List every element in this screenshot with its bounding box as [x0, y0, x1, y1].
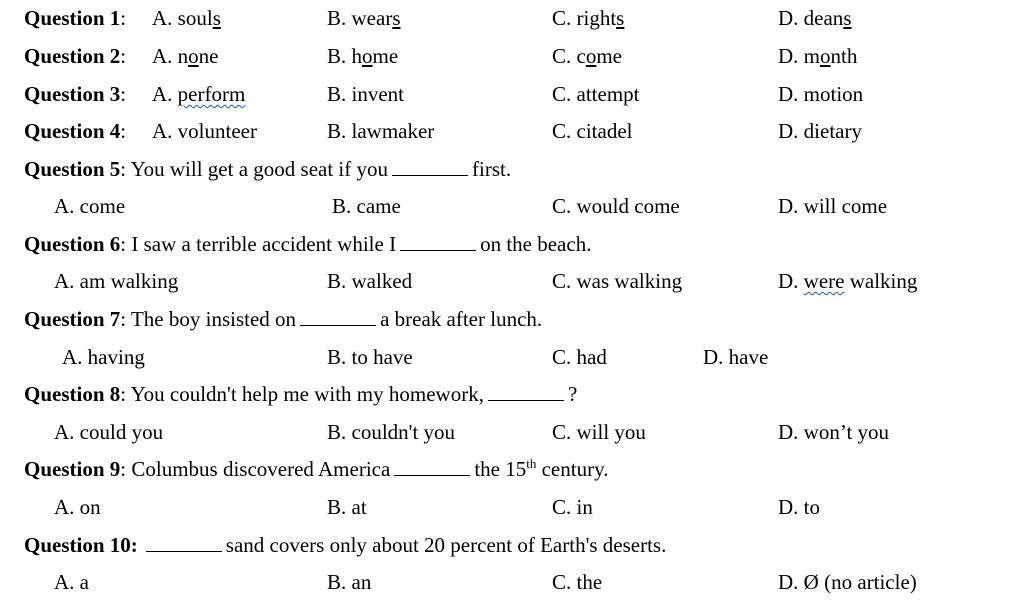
question-3-label: Question 3:	[24, 82, 127, 106]
q1-option-c: C. rights	[552, 6, 625, 30]
q2-option-b: B. home	[327, 44, 399, 68]
q9-option-c: C. in	[552, 495, 593, 519]
question-9-stem: Question 9: Columbus discovered America the 15th century.	[24, 456, 609, 481]
q3-option-a: A. perform	[152, 82, 246, 106]
q3-option-d: D. motion	[778, 82, 864, 106]
question-8-stem: Question 8: You couldn't help me with my homework, ?	[24, 382, 578, 406]
answer-blank	[392, 171, 468, 176]
q6-option-b: B. walked	[327, 269, 413, 293]
answer-blank	[146, 547, 222, 552]
q8-option-c: C. will you	[552, 420, 646, 444]
q10-option-d: D. Ø (no article)	[778, 570, 917, 594]
q6-option-d: D. were walking	[778, 269, 918, 293]
q3-option-b: B. invent	[327, 82, 404, 106]
q5-option-b: B. came	[332, 194, 401, 218]
question-10-stem: Question 10: sand covers only about 20 percent of Earth's deserts.	[24, 533, 667, 557]
q4-option-c: C. citadel	[552, 119, 633, 143]
question-4-label: Question 4:	[24, 119, 127, 143]
spellcheck-mark: were	[803, 269, 845, 293]
q4-option-a: A. volunteer	[152, 119, 257, 143]
q4-option-d: D. dietary	[778, 119, 862, 143]
answer-blank	[400, 246, 476, 251]
q7-option-b: B. to have	[327, 345, 413, 369]
answer-blank	[488, 396, 564, 401]
q7-option-d: D. have	[703, 345, 769, 369]
q9-option-b: B. at	[327, 495, 367, 519]
answer-blank	[300, 321, 376, 326]
q1-option-b: B. wears	[327, 6, 401, 30]
q2-option-c: C. come	[552, 44, 622, 68]
question-6-stem: Question 6: I saw a terrible accident while I on the beach.	[24, 232, 592, 256]
q8-option-a: A. could you	[54, 420, 164, 444]
q6-option-a: A. am walking	[54, 269, 179, 293]
q8-option-d: D. won’t you	[778, 420, 890, 444]
q3-option-c: C. attempt	[552, 82, 640, 106]
q7-option-c: C. had	[552, 345, 607, 369]
q9-option-d: D. to	[778, 495, 820, 519]
q5-option-d: D. will come	[778, 194, 888, 218]
q5-option-a: A. come	[54, 194, 126, 218]
question-2-label: Question 2:	[24, 44, 127, 68]
spellcheck-mark: perform	[177, 82, 246, 106]
q4-option-b: B. lawmaker	[327, 119, 435, 143]
q6-option-c: C. was walking	[552, 269, 683, 293]
question-7-stem: Question 7: The boy insisted on a break after lunch.	[24, 307, 543, 331]
q5-option-c: C. would come	[552, 194, 680, 218]
q2-option-a: A. none	[152, 44, 219, 68]
answer-blank	[394, 471, 470, 476]
q10-option-a: A. a	[54, 570, 89, 594]
q2-option-d: D. month	[778, 44, 858, 68]
question-5-stem: Question 5: You will get a good seat if you first.	[24, 157, 512, 181]
q1-option-d: D. deans	[778, 6, 852, 30]
q10-option-b: B. an	[327, 570, 372, 594]
q7-option-a: A. having	[62, 345, 145, 369]
q10-option-c: C. the	[552, 570, 603, 594]
q9-option-a: A. on	[54, 495, 101, 519]
q1-option-a: A. souls	[152, 6, 221, 30]
question-1-label: Question 1:	[24, 6, 127, 30]
q8-option-b: B. couldn't you	[327, 420, 456, 444]
